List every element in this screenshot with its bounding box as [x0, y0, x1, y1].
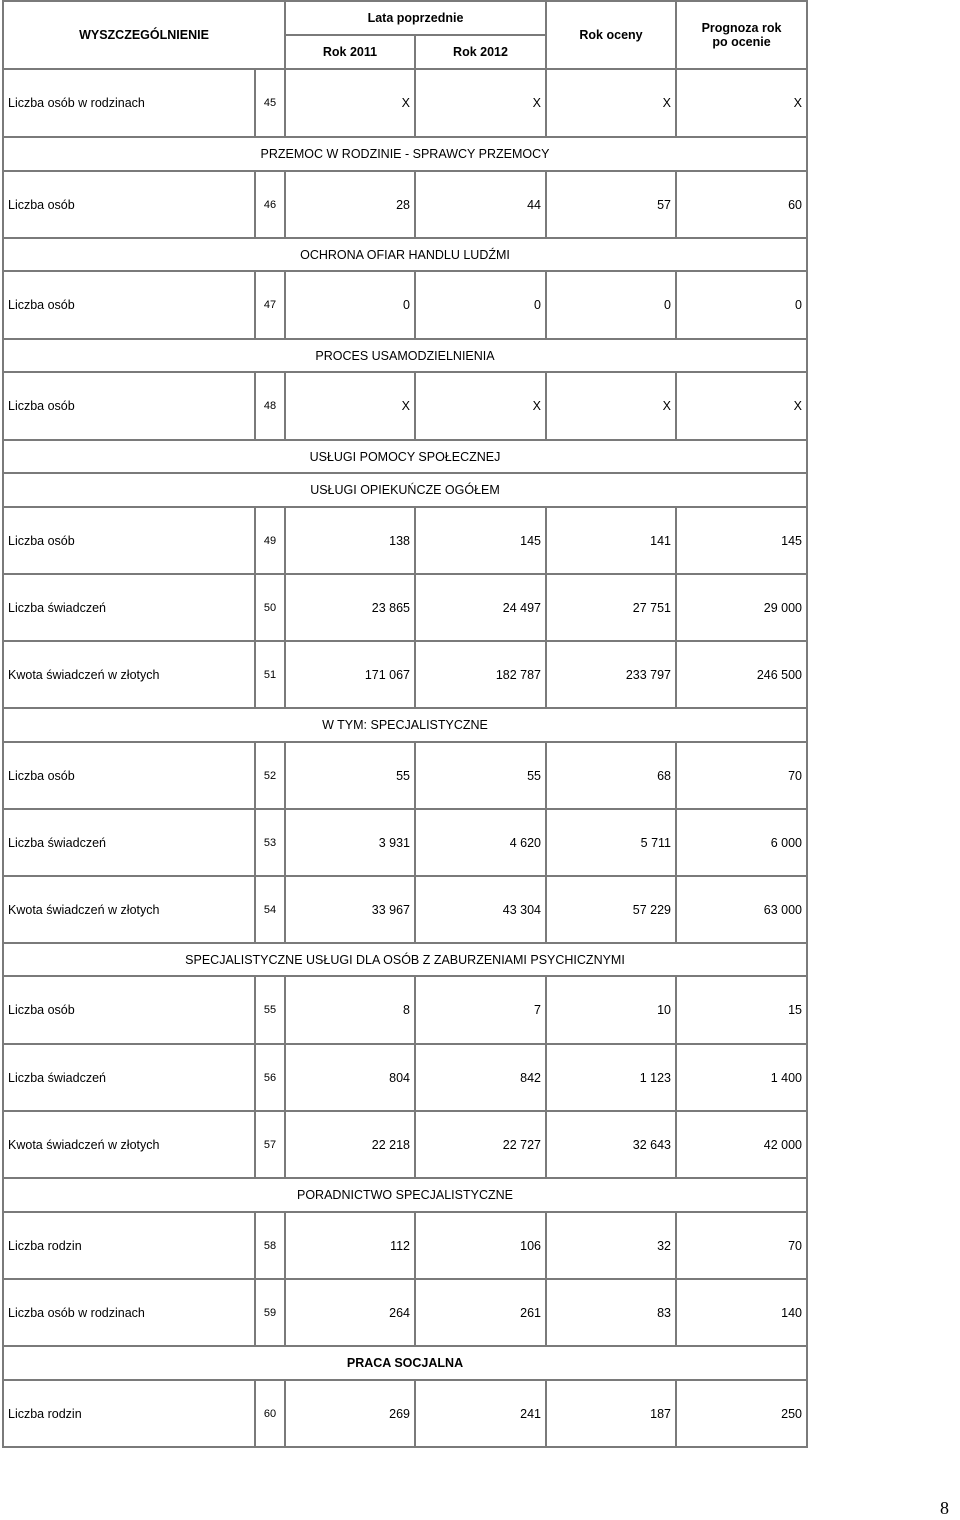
section-title: PRZEMOC W RODZINIE - SPRAWCY PRZEMOCY [3, 137, 807, 171]
section-title: SPECJALISTYCZNE USŁUGI DLA OSÓB Z ZABURZENIAMI PSYCHICZNYMI [3, 943, 807, 976]
row-label: Kwota świadczeń w złotych [3, 876, 255, 943]
row-label: Liczba osób w rodzinach [3, 69, 255, 137]
value-rok-2012: 24 497 [415, 574, 546, 641]
section-row [3, 1178, 807, 1212]
row-number: 58 [255, 1212, 285, 1279]
value-rok-2011: 23 865 [285, 574, 415, 641]
header-wyszczegolnienie: WYSZCZEGÓLNIENIE [3, 1, 285, 69]
value-rok-2012: 43 304 [415, 876, 546, 943]
value-rok-oceny: 233 797 [546, 641, 676, 708]
row-label: Kwota świadczeń w złotych [3, 641, 255, 708]
value-prognoza: 140 [676, 1279, 807, 1346]
value-rok-2011: 804 [285, 1044, 415, 1111]
table-row [3, 1380, 807, 1447]
row-label: Liczba osób w rodzinach [3, 1279, 255, 1346]
header-row-1 [3, 1, 807, 35]
value-prognoza: 70 [676, 1212, 807, 1279]
statistics-table [2, 0, 808, 1448]
section-row [3, 473, 807, 507]
section-title: OCHRONA OFIAR HANDLU LUDŹMI [3, 238, 807, 271]
value-prognoza: 63 000 [676, 876, 807, 943]
table-row [3, 1111, 807, 1178]
row-number: 47 [255, 271, 285, 339]
row-number: 45 [255, 69, 285, 137]
value-prognoza: 6 000 [676, 809, 807, 876]
section-title: USŁUGI OPIEKUŃCZE OGÓŁEM [3, 473, 807, 507]
row-number: 53 [255, 809, 285, 876]
row-label: Kwota świadczeń w złotych [3, 1111, 255, 1178]
row-number: 52 [255, 742, 285, 809]
value-rok-2012: 4 620 [415, 809, 546, 876]
row-number: 48 [255, 372, 285, 440]
table-row [3, 1044, 807, 1111]
value-rok-2012: 182 787 [415, 641, 546, 708]
value-rok-2012: 44 [415, 171, 546, 238]
value-prognoza: X [676, 372, 807, 440]
value-rok-oceny: 187 [546, 1380, 676, 1447]
row-label: Liczba osób [3, 742, 255, 809]
section-title: PORADNICTWO SPECJALISTYCZNE [3, 1178, 807, 1212]
value-rok-oceny: 141 [546, 507, 676, 574]
value-prognoza: 250 [676, 1380, 807, 1447]
value-prognoza: 42 000 [676, 1111, 807, 1178]
header-rok-2012: Rok 2012 [415, 35, 546, 69]
table-row [3, 809, 807, 876]
value-rok-oceny: X [546, 372, 676, 440]
row-label: Liczba osób [3, 507, 255, 574]
row-number: 50 [255, 574, 285, 641]
row-number: 46 [255, 171, 285, 238]
value-rok-oceny: 5 711 [546, 809, 676, 876]
value-prognoza: 1 400 [676, 1044, 807, 1111]
value-rok-2012: 106 [415, 1212, 546, 1279]
section-title: PROCES USAMODZIELNIENIA [3, 339, 807, 372]
value-rok-2011: 112 [285, 1212, 415, 1279]
value-rok-oceny: 1 123 [546, 1044, 676, 1111]
value-prognoza: X [676, 69, 807, 137]
section-row [3, 137, 807, 171]
value-rok-2012: 22 727 [415, 1111, 546, 1178]
table-row [3, 171, 807, 238]
value-rok-2012: 0 [415, 271, 546, 339]
table-row [3, 69, 807, 137]
value-prognoza: 70 [676, 742, 807, 809]
value-rok-2011: 264 [285, 1279, 415, 1346]
value-rok-oceny: 68 [546, 742, 676, 809]
value-rok-2012: X [415, 69, 546, 137]
section-row [3, 440, 807, 473]
row-number: 59 [255, 1279, 285, 1346]
value-rok-2012: 55 [415, 742, 546, 809]
value-rok-2011: 33 967 [285, 876, 415, 943]
value-rok-2012: 7 [415, 976, 546, 1044]
value-rok-oceny: X [546, 69, 676, 137]
row-label: Liczba rodzin [3, 1380, 255, 1447]
value-prognoza: 246 500 [676, 641, 807, 708]
row-label: Liczba osób [3, 372, 255, 440]
value-rok-oceny: 57 229 [546, 876, 676, 943]
value-rok-2011: 0 [285, 271, 415, 339]
table-row [3, 876, 807, 943]
row-label: Liczba osób [3, 976, 255, 1044]
table-row [3, 271, 807, 339]
row-number: 55 [255, 976, 285, 1044]
row-number: 49 [255, 507, 285, 574]
table-row [3, 507, 807, 574]
table-row [3, 976, 807, 1044]
table-row [3, 1212, 807, 1279]
page-number: 8 [940, 1498, 949, 1518]
table-row [3, 742, 807, 809]
row-number: 57 [255, 1111, 285, 1178]
value-prognoza: 145 [676, 507, 807, 574]
value-rok-oceny: 0 [546, 271, 676, 339]
row-number: 51 [255, 641, 285, 708]
value-rok-2011: 28 [285, 171, 415, 238]
value-rok-2012: 241 [415, 1380, 546, 1447]
value-rok-2012: X [415, 372, 546, 440]
value-rok-oceny: 32 [546, 1212, 676, 1279]
value-rok-2012: 145 [415, 507, 546, 574]
section-row [3, 708, 807, 742]
value-prognoza: 29 000 [676, 574, 807, 641]
value-prognoza: 60 [676, 171, 807, 238]
section-title: PRACA SOCJALNA [3, 1346, 807, 1380]
value-rok-oceny: 32 643 [546, 1111, 676, 1178]
header-lata-poprzednie: Lata poprzednie [285, 1, 546, 35]
section-title: W TYM: SPECJALISTYCZNE [3, 708, 807, 742]
header-prognoza: Prognoza rok po ocenie [676, 1, 807, 69]
row-number: 60 [255, 1380, 285, 1447]
section-row [3, 238, 807, 271]
section-row [3, 943, 807, 976]
value-rok-2011: X [285, 69, 415, 137]
value-prognoza: 15 [676, 976, 807, 1044]
value-rok-oceny: 83 [546, 1279, 676, 1346]
value-rok-2011: 55 [285, 742, 415, 809]
value-rok-2012: 261 [415, 1279, 546, 1346]
value-rok-oceny: 10 [546, 976, 676, 1044]
table-row [3, 641, 807, 708]
value-rok-2012: 842 [415, 1044, 546, 1111]
value-prognoza: 0 [676, 271, 807, 339]
header-rok-2011: Rok 2011 [285, 35, 415, 69]
value-rok-2011: 269 [285, 1380, 415, 1447]
table-row [3, 372, 807, 440]
row-number: 54 [255, 876, 285, 943]
row-label: Liczba świadczeń [3, 1044, 255, 1111]
value-rok-2011: 22 218 [285, 1111, 415, 1178]
value-rok-2011: 3 931 [285, 809, 415, 876]
value-rok-2011: 138 [285, 507, 415, 574]
header-rok-oceny: Rok oceny [546, 1, 676, 69]
row-number: 56 [255, 1044, 285, 1111]
section-row [3, 1346, 807, 1380]
row-label: Liczba świadczeń [3, 809, 255, 876]
table-row [3, 1279, 807, 1346]
row-label: Liczba świadczeń [3, 574, 255, 641]
row-label: Liczba rodzin [3, 1212, 255, 1279]
section-row [3, 339, 807, 372]
value-rok-2011: 8 [285, 976, 415, 1044]
section-title: USŁUGI POMOCY SPOŁECZNEJ [3, 440, 807, 473]
value-rok-2011: 171 067 [285, 641, 415, 708]
value-rok-oceny: 57 [546, 171, 676, 238]
value-rok-2011: X [285, 372, 415, 440]
row-label: Liczba osób [3, 171, 255, 238]
table-row [3, 574, 807, 641]
row-label: Liczba osób [3, 271, 255, 339]
value-rok-oceny: 27 751 [546, 574, 676, 641]
